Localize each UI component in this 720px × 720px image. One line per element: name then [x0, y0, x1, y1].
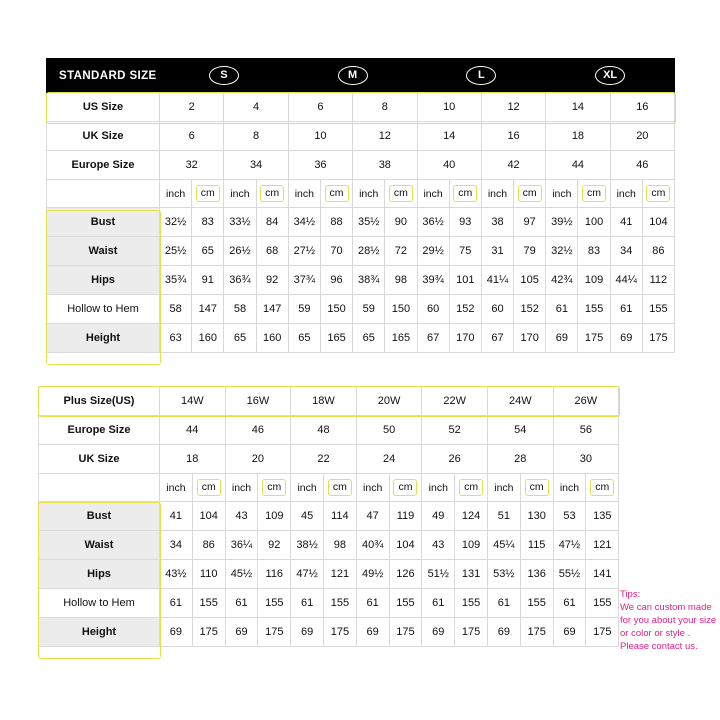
cell: 155: [520, 589, 553, 618]
cell: 50: [356, 416, 422, 445]
cell: 40¾: [356, 531, 389, 560]
cell: 61: [610, 295, 642, 324]
cell: 86: [192, 531, 225, 560]
cell: 83: [578, 237, 610, 266]
table-row-plus-hollow-to-hem: [39, 589, 619, 618]
cell: 20: [610, 122, 674, 151]
cell: 150: [385, 295, 417, 324]
unit-inch: inch: [546, 180, 578, 208]
cell: 38½: [291, 531, 324, 560]
cell: 35½: [353, 208, 385, 237]
row-label-height: Height: [47, 324, 160, 353]
cell: 32½: [546, 237, 578, 266]
unit-inch: inch: [487, 474, 520, 502]
cell: 45: [291, 502, 324, 531]
table-row-plus-uk-size: [39, 445, 619, 474]
cell: 88: [320, 208, 352, 237]
cell: 39¾: [417, 266, 449, 295]
unit-inch: inch: [288, 180, 320, 208]
cell: 175: [455, 618, 488, 647]
cell: 34½: [288, 208, 320, 237]
cell: 26½: [224, 237, 256, 266]
cell: 160: [192, 324, 224, 353]
cell: 36¾: [224, 266, 256, 295]
cell: 124: [455, 502, 488, 531]
cell: 39½: [546, 208, 578, 237]
cell: 90: [385, 208, 417, 237]
cell: 16: [481, 122, 545, 151]
tips-line-1: Tips:: [620, 589, 641, 600]
cell: 28: [487, 445, 553, 474]
cell: 18: [546, 122, 610, 151]
cell: 65: [353, 324, 385, 353]
cell: 61: [356, 589, 389, 618]
cell: 20W: [356, 387, 422, 416]
unit-cm: cm: [520, 474, 553, 502]
cell: 2: [160, 93, 224, 122]
cell: 26W: [553, 387, 619, 416]
unit-cm: cm: [449, 180, 481, 208]
table-row-us-size: [47, 93, 675, 122]
table-row-bust: [47, 208, 675, 237]
row-label-plus-height: Height: [39, 618, 160, 647]
table-row-waist: [47, 237, 675, 266]
cell: 69: [160, 618, 193, 647]
tips-line-5: Please contact us.: [620, 641, 698, 652]
cell: 61: [546, 295, 578, 324]
table-row-height: [47, 324, 675, 353]
row-label-plus-hollow-to-hem: Hollow to Hem: [39, 589, 160, 618]
cell: 43: [422, 531, 455, 560]
cell: 100: [578, 208, 610, 237]
unit-inch: inch: [356, 474, 389, 502]
cell: 101: [449, 266, 481, 295]
cell: 175: [323, 618, 356, 647]
cell: 58: [224, 295, 256, 324]
cell: 16W: [225, 387, 291, 416]
cell: 67: [417, 324, 449, 353]
cell: 130: [520, 502, 553, 531]
table-row-plus-height: [39, 618, 619, 647]
cell: 37¾: [288, 266, 320, 295]
cell: 61: [291, 589, 324, 618]
cell: 8: [353, 93, 417, 122]
unit-cm: cm: [320, 180, 352, 208]
cell: 91: [192, 266, 224, 295]
cell: 33½: [224, 208, 256, 237]
cell: 29½: [417, 237, 449, 266]
table-row-units: [47, 180, 675, 208]
unit-cm: cm: [514, 180, 546, 208]
cell: 32½: [160, 208, 192, 237]
cell: 6: [288, 93, 352, 122]
cell: 98: [385, 266, 417, 295]
unit-inch: inch: [422, 474, 455, 502]
cell: 20: [225, 445, 291, 474]
cell: 109: [258, 502, 291, 531]
unit-inch: inch: [160, 180, 192, 208]
cell: 14: [417, 122, 481, 151]
unit-inch: inch: [160, 474, 193, 502]
cell: 155: [258, 589, 291, 618]
cell: 104: [389, 531, 422, 560]
cell: 51½: [422, 560, 455, 589]
cell: 30: [553, 445, 619, 474]
cell: 38¾: [353, 266, 385, 295]
row-label-plus-hips: Hips: [39, 560, 160, 589]
cell: 14W: [160, 387, 226, 416]
unit-cm: cm: [192, 474, 225, 502]
cell: 61: [422, 589, 455, 618]
cell: 25½: [160, 237, 192, 266]
cell: 126: [389, 560, 422, 589]
size-pill-m-cell: [288, 59, 417, 93]
cell: 65: [192, 237, 224, 266]
cell: 121: [586, 531, 619, 560]
cell: 175: [578, 324, 610, 353]
cell: 131: [455, 560, 488, 589]
cell: 42: [481, 151, 545, 180]
cell: 53½: [487, 560, 520, 589]
cell: 47½: [553, 531, 586, 560]
cell: 175: [258, 618, 291, 647]
cell: 79: [514, 237, 546, 266]
unit-inch: inch: [353, 180, 385, 208]
unit-cm: cm: [192, 180, 224, 208]
unit-inch: inch: [610, 180, 642, 208]
cell: 70: [320, 237, 352, 266]
cell: 34: [160, 531, 193, 560]
cell: 10: [417, 93, 481, 122]
cell: 18W: [291, 387, 357, 416]
cell: 86: [642, 237, 674, 266]
cell: 115: [520, 531, 553, 560]
table-row-hips: [47, 266, 675, 295]
cell: 61: [160, 589, 193, 618]
cell: 61: [225, 589, 258, 618]
cell: 65: [224, 324, 256, 353]
cell: 136: [520, 560, 553, 589]
cell: 119: [389, 502, 422, 531]
size-pill-s-cell: [160, 59, 289, 93]
cell: 16: [610, 93, 674, 122]
cell: 83: [192, 208, 224, 237]
cell: 59: [353, 295, 385, 324]
cell: 160: [256, 324, 288, 353]
cell: 69: [422, 618, 455, 647]
standard-header-row: [47, 59, 675, 93]
unit-inch: inch: [481, 180, 513, 208]
cell: 175: [586, 618, 619, 647]
cell: 38: [353, 151, 417, 180]
cell: 6: [160, 122, 224, 151]
tips-line-3: for you about your size: [620, 615, 717, 626]
cell: 44: [160, 416, 226, 445]
cell: 27½: [288, 237, 320, 266]
row-label-europe-size: Europe Size: [47, 151, 160, 180]
cell: 155: [323, 589, 356, 618]
cell: 14: [546, 93, 610, 122]
cell: 54: [487, 416, 553, 445]
cell: 69: [291, 618, 324, 647]
cell: 49½: [356, 560, 389, 589]
cell: 41: [610, 208, 642, 237]
cell: 26: [422, 445, 488, 474]
cell: 35¾: [160, 266, 192, 295]
cell: 47: [356, 502, 389, 531]
cell: 121: [323, 560, 356, 589]
cell: 41¼: [481, 266, 513, 295]
cell: 98: [323, 531, 356, 560]
cell: 152: [449, 295, 481, 324]
cell: 155: [586, 589, 619, 618]
cell: 109: [578, 266, 610, 295]
tips-line-2: We can custom made: [620, 602, 712, 613]
cell: 59: [288, 295, 320, 324]
cell: 36½: [417, 208, 449, 237]
cell: 93: [449, 208, 481, 237]
cell: 52: [422, 416, 488, 445]
row-label-plus-bust: Bust: [39, 502, 160, 531]
cell: 165: [320, 324, 352, 353]
cell: 175: [389, 618, 422, 647]
cell: 44: [546, 151, 610, 180]
cell: 22: [291, 445, 357, 474]
row-label-hips: Hips: [47, 266, 160, 295]
cell: 46: [225, 416, 291, 445]
cell: 56: [553, 416, 619, 445]
table-row-plus-waist: [39, 531, 619, 560]
cell: 12: [481, 93, 545, 122]
cell: 8: [224, 122, 288, 151]
cell: 135: [586, 502, 619, 531]
cell: 58: [160, 295, 192, 324]
row-label-plus-uk-size: UK Size: [39, 445, 160, 474]
size-pill-xl: XL: [595, 66, 625, 85]
unit-cm: cm: [256, 180, 288, 208]
row-label-units: [47, 180, 160, 208]
cell: 60: [417, 295, 449, 324]
cell: 48: [291, 416, 357, 445]
table-row-plus-hips: [39, 560, 619, 589]
plus-size-table: [38, 386, 619, 647]
cell: 67: [481, 324, 513, 353]
cell: 110: [192, 560, 225, 589]
cell: 69: [553, 618, 586, 647]
unit-inch: inch: [224, 180, 256, 208]
cell: 155: [192, 589, 225, 618]
cell: 43½: [160, 560, 193, 589]
standard-size-table: [46, 58, 675, 353]
cell: 47½: [291, 560, 324, 589]
cell: 49: [422, 502, 455, 531]
cell: 105: [514, 266, 546, 295]
row-label-plus-europe-size: Europe Size: [39, 416, 160, 445]
table-row-uk-size: [47, 122, 675, 151]
cell: 147: [192, 295, 224, 324]
cell: 69: [356, 618, 389, 647]
cell: 10: [288, 122, 352, 151]
cell: 69: [225, 618, 258, 647]
cell: 96: [320, 266, 352, 295]
size-pill-l: L: [466, 66, 496, 85]
cell: 36¼: [225, 531, 258, 560]
cell: 170: [449, 324, 481, 353]
cell: 69: [487, 618, 520, 647]
table-row-plus-size-us: [39, 387, 619, 416]
cell: 75: [449, 237, 481, 266]
cell: 155: [455, 589, 488, 618]
cell: 72: [385, 237, 417, 266]
cell: 63: [160, 324, 192, 353]
cell: 116: [258, 560, 291, 589]
cell: 34: [224, 151, 288, 180]
table-row-plus-bust: [39, 502, 619, 531]
cell: 46: [610, 151, 674, 180]
cell: 155: [642, 295, 674, 324]
row-label-plus-waist: Waist: [39, 531, 160, 560]
unit-cm: cm: [586, 474, 619, 502]
cell: 51: [487, 502, 520, 531]
cell: 18: [160, 445, 226, 474]
unit-cm: cm: [385, 180, 417, 208]
cell: 92: [258, 531, 291, 560]
row-label-plus-units: [39, 474, 160, 502]
cell: 4: [224, 93, 288, 122]
unit-inch: inch: [225, 474, 258, 502]
cell: 36: [288, 151, 352, 180]
cell: 92: [256, 266, 288, 295]
cell: 28½: [353, 237, 385, 266]
cell: 45½: [225, 560, 258, 589]
cell: 24: [356, 445, 422, 474]
cell: 69: [610, 324, 642, 353]
table-row-hollow-to-hem: [47, 295, 675, 324]
cell: 147: [256, 295, 288, 324]
cell: 34: [610, 237, 642, 266]
unit-cm: cm: [258, 474, 291, 502]
cell: 40: [417, 151, 481, 180]
cell: 44¼: [610, 266, 642, 295]
cell: 60: [481, 295, 513, 324]
cell: 68: [256, 237, 288, 266]
tips-line-4: or color or style .: [620, 628, 691, 639]
cell: 114: [323, 502, 356, 531]
cell: 61: [553, 589, 586, 618]
size-pill-s: S: [209, 66, 239, 85]
cell: 61: [487, 589, 520, 618]
cell: 175: [642, 324, 674, 353]
cell: 69: [546, 324, 578, 353]
cell: 55½: [553, 560, 586, 589]
standard-title: STANDARD SIZE: [47, 59, 160, 93]
table-row-plus-europe-size: [39, 416, 619, 445]
cell: 24W: [487, 387, 553, 416]
cell: 155: [578, 295, 610, 324]
cell: 38: [481, 208, 513, 237]
cell: 12: [353, 122, 417, 151]
cell: 31: [481, 237, 513, 266]
row-label-plus-size-us: Plus Size(US): [39, 387, 160, 416]
row-label-waist: Waist: [47, 237, 160, 266]
cell: 155: [389, 589, 422, 618]
cell: 43: [225, 502, 258, 531]
cell: 152: [514, 295, 546, 324]
cell: 22W: [422, 387, 488, 416]
size-pill-xl-cell: [546, 59, 675, 93]
cell: 45¼: [487, 531, 520, 560]
cell: 104: [192, 502, 225, 531]
cell: 109: [455, 531, 488, 560]
cell: 150: [320, 295, 352, 324]
unit-cm: cm: [389, 474, 422, 502]
table-row-europe-size: [47, 151, 675, 180]
unit-inch: inch: [553, 474, 586, 502]
cell: 175: [192, 618, 225, 647]
unit-cm: cm: [642, 180, 674, 208]
cell: 41: [160, 502, 193, 531]
table-row-plus-units: [39, 474, 619, 502]
cell: 141: [586, 560, 619, 589]
unit-cm: cm: [323, 474, 356, 502]
cell: 175: [520, 618, 553, 647]
unit-inch: inch: [291, 474, 324, 502]
cell: 170: [514, 324, 546, 353]
row-label-bust: Bust: [47, 208, 160, 237]
unit-inch: inch: [417, 180, 449, 208]
cell: 97: [514, 208, 546, 237]
cell: 104: [642, 208, 674, 237]
cell: 112: [642, 266, 674, 295]
size-pill-m: M: [338, 66, 368, 85]
cell: 165: [385, 324, 417, 353]
cell: 32: [160, 151, 224, 180]
row-label-us-size: US Size: [47, 93, 160, 122]
cell: 53: [553, 502, 586, 531]
unit-cm: cm: [455, 474, 488, 502]
cell: 65: [288, 324, 320, 353]
cell: 84: [256, 208, 288, 237]
cell: 42¾: [546, 266, 578, 295]
row-label-hollow-to-hem: Hollow to Hem: [47, 295, 160, 324]
tips-note: [620, 588, 718, 653]
size-pill-l-cell: [417, 59, 546, 93]
unit-cm: cm: [578, 180, 610, 208]
row-label-uk-size: UK Size: [47, 122, 160, 151]
